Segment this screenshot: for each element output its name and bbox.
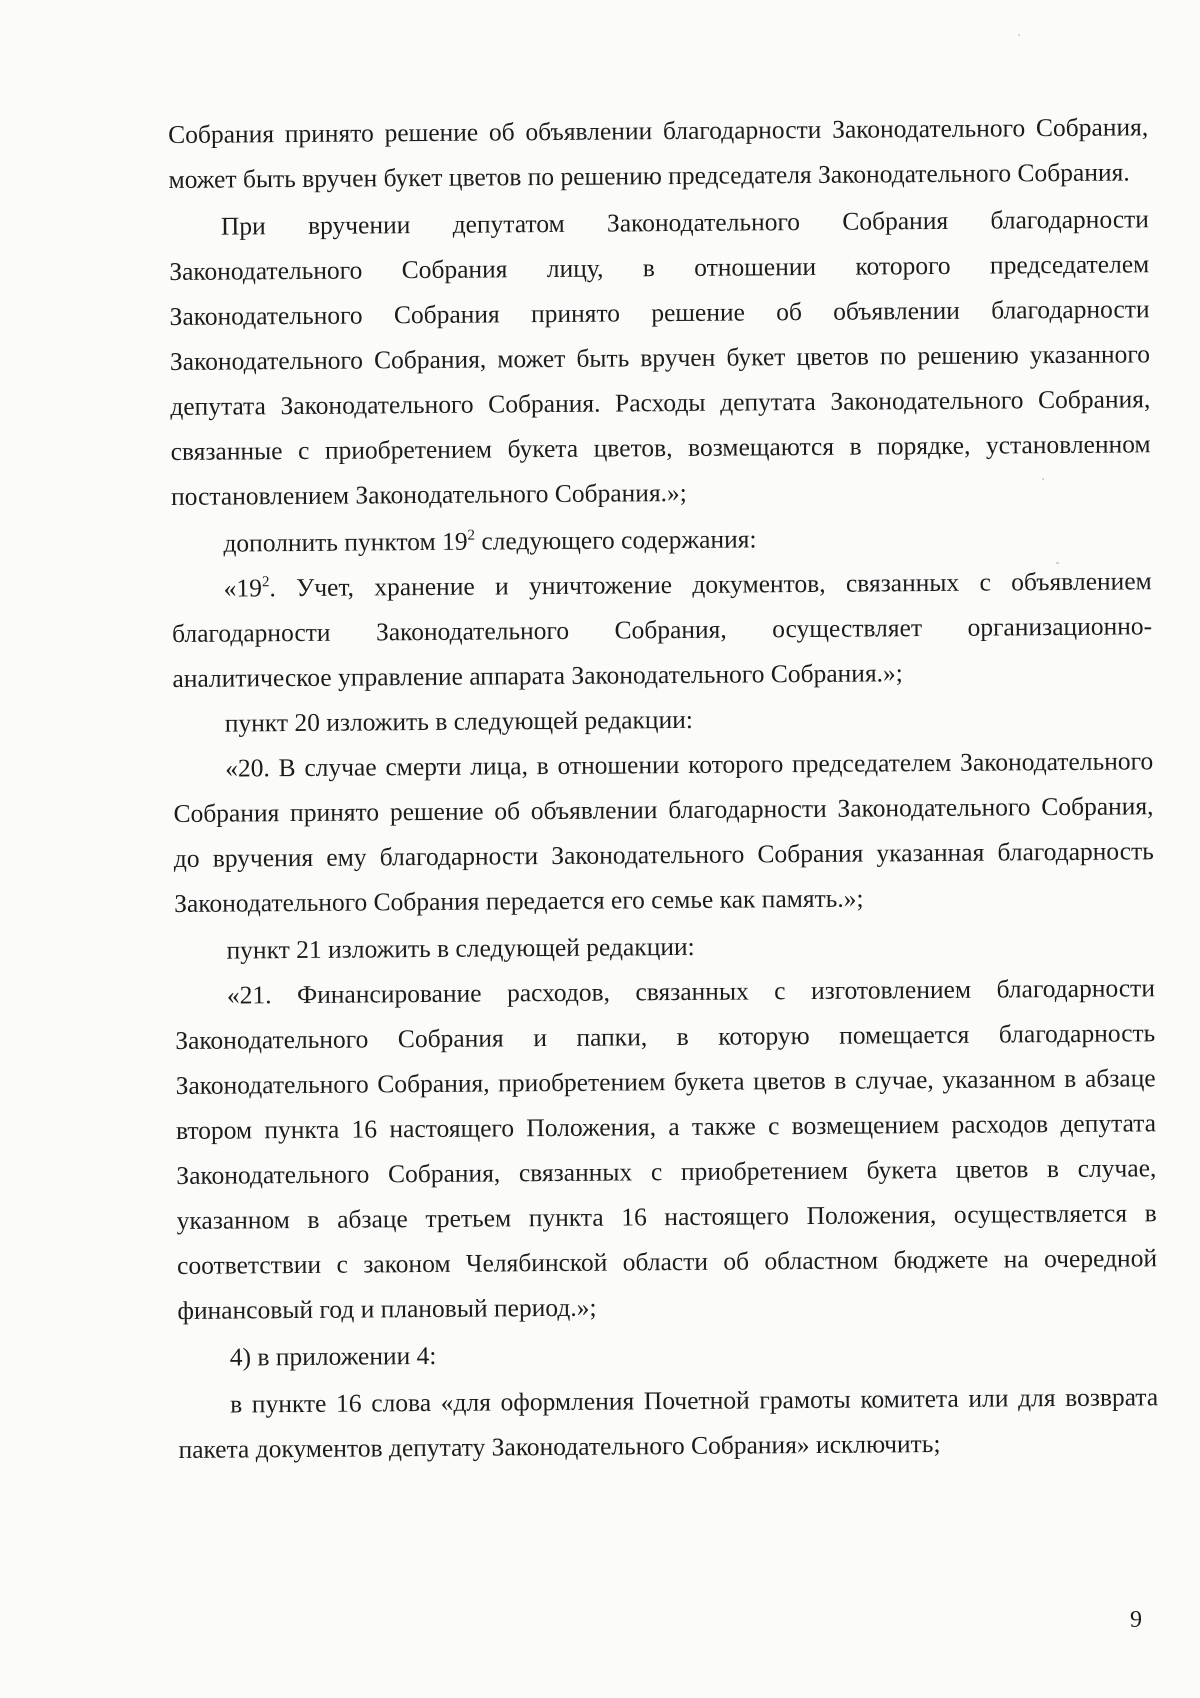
superscript: 2 — [467, 527, 476, 544]
paragraph-add-item-19-2 — [171, 513, 1151, 566]
text-fragment: . Учет, хранение и уничтожение документов, связанных с объявлением благодарности Законодательного Собрания, осуществляет организационно-аналитическое управление аппарата Законодательного Собрания.»; — [171, 566, 1153, 693]
paragraph-item-21-intro: пункт 21 изложить в следующей редакции: — [226, 931, 695, 965]
text-fragment: «19 — [223, 573, 263, 603]
superscript: 2 — [261, 574, 270, 591]
text-fragment: дополнить пунктом 19 — [223, 526, 468, 558]
page-number: 9 — [1130, 1607, 1142, 1633]
paragraph-item-21: «21. Финансирование расходов, связанных с изготовлением благодарности Законодательного Собрания и папки, в которую помещается благодарность Законодательного Собрания, приобретением букета цветов в случае, указанном в абзаце втором пункта 16 настоящего Положения, а также с возмещением расходов депутата Законодательного Собрания, связанных с приобретением букета цветов в случае, указанном в абзаце третьем пункта 16 настоящего Положения, осуществляется в соответствии с законом Челябинской области об областном бюджете на очередной финансовый год и плановый период.»; — [175, 973, 1158, 1325]
document-body — [168, 104, 1159, 1472]
paragraph-appendix-4: 4) в приложении 4: — [229, 1340, 437, 1372]
paragraph-item-16-amendment: в пункте 16 слова «для оформления Почетной грамоты комитета или для возврата пакета документов депутату Законодательного Собрания» исключить; — [178, 1382, 1159, 1464]
scan-speck — [1018, 34, 1020, 36]
text-fragment: следующего содержания: — [474, 524, 757, 556]
scan-speck — [1056, 562, 1059, 564]
scan-speck — [1042, 478, 1044, 480]
paragraph-deputy-award: При вручении депутатом Законодательного Собрания благодарности Законодательного Собрания лицу, в отношении которого председателем Законодательного Собрания принято решение об объявлении благодарности Законодательного Собрания, может быть вручен букет цветов по решению указанного депутата Законодательного Собрания. Расходы депутата Законодательного Собрания, связанные с приобретением букета цветов, возмещаются в порядке, установленном постановлением Законодательного Собрания.»; — [169, 204, 1151, 511]
paragraph-continuation: Собрания принято решение об объявлении благодарности Законодательного Собрания, может быть вручен букет цветов по решению председателя Законодательного Собрания. — [168, 112, 1149, 194]
paragraph-item-20: «20. В случае смерти лица, в отношении которого председателем Законодательного Собрания принято решение об объявлении благодарности Законодательного Собрания, до вручения ему благодарности Законодательного Собрания указанная благодарность Законодательного Собрания передается его семье как память.»; — [173, 746, 1154, 918]
paragraph-item-20-intro: пункт 20 изложить в следующей редакции: — [224, 704, 693, 738]
paragraph-item-19-2 — [172, 558, 1153, 701]
